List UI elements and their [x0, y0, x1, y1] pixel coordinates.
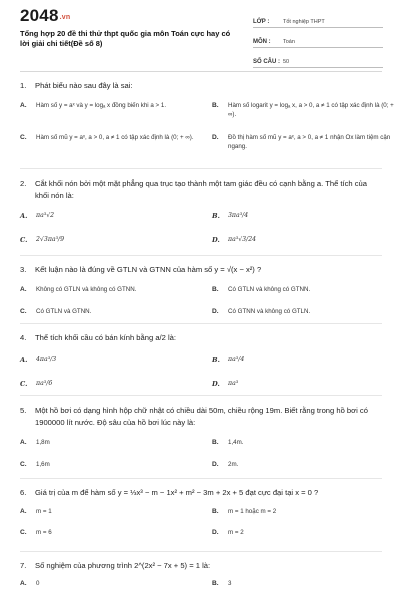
answer-options	[20, 98, 394, 154]
question-text: Số nghiệm của phương trình 2^(2x² − 7x + 5) = 1 là:	[35, 561, 211, 570]
option-b[interactable]: B. 1,4m.	[212, 439, 244, 446]
question-divider	[20, 551, 382, 552]
option-a[interactable]: A. m = 1	[20, 508, 52, 515]
question-number: 4.	[20, 333, 27, 342]
option-a[interactable]: A. 0	[20, 580, 40, 587]
question-text: Cắt khối nón bởi một mặt phẳng qua trục tạo thành một tam giác đều có cạnh bằng a. Thể tích của khối nón là:	[35, 179, 367, 200]
question-5	[20, 405, 382, 477]
meta-row-subject	[253, 31, 383, 48]
meta-label: LỚP :	[253, 19, 270, 25]
meta-label: MÔN :	[253, 39, 271, 45]
option-b[interactable]: B. 3πa³/4	[212, 212, 249, 220]
option-a[interactable]: A. Không có GTLN và không có GTNN.	[20, 286, 137, 293]
page-header	[0, 0, 400, 66]
question-divider	[20, 255, 382, 256]
question-stem	[20, 405, 382, 429]
question-number: 2.	[20, 179, 27, 188]
option-d[interactable]: D. πa³	[212, 380, 239, 388]
question-number: 6.	[20, 488, 27, 497]
document-meta	[253, 11, 383, 71]
answer-options	[20, 350, 382, 396]
question-stem	[20, 178, 382, 202]
site-logo[interactable]: $2048^{.vn}$	[20, 6, 71, 25]
option-b[interactable]: B. Có GTLN và không có GTNN.	[212, 286, 311, 293]
question-2	[20, 178, 382, 254]
option-b[interactable]: B. m = 1 hoặc m = 2	[212, 508, 277, 515]
question-divider	[20, 323, 382, 324]
option-a[interactable]: A. Hàm số y = aˣ và y = logₐ x đồng biến khi a > 1.	[20, 102, 167, 109]
question-text: Giá trị của m để hàm số y = ⅓x³ − m − 1x² + m² − 3m + 2x + 5 đạt cực đại tại x = 0 ?	[35, 488, 319, 497]
option-c[interactable]: C. m = 6	[20, 529, 52, 536]
answer-options	[20, 208, 382, 254]
question-number: 3.	[20, 265, 27, 274]
header-divider	[20, 71, 382, 72]
question-divider	[20, 395, 382, 396]
meta-row-count	[253, 51, 383, 68]
question-number: 1.	[20, 81, 27, 90]
document-title: Tổng hợp 20 đề thi thử thpt quốc gia môn Toán cực hay có lời giải chi tiết(Đề số 8)	[20, 29, 231, 48]
option-c[interactable]: C. 2√3πa³/9	[20, 236, 65, 244]
option-b[interactable]: B. 3	[212, 580, 232, 587]
question-text: Thể tích khối cầu có bán kính bằng a/2 là:	[35, 333, 176, 342]
option-d[interactable]: D. Có GTNN và không có GTLN.	[212, 308, 311, 315]
answer-options	[20, 435, 382, 477]
option-c[interactable]: C. Có GTLN và GTNN.	[20, 308, 92, 315]
question-text: Kết luận nào là đúng về GTLN và GTNN của hàm số y = √(x − x²) ?	[35, 265, 262, 274]
question-text: Một hồ bơi có dạng hình hộp chữ nhật có chiều dài 50m, chiều rộng 19m. Biết rằng trong hồ bơi có 1900000 lít nước. Độ sâu của hồ bơi lúc này là:	[35, 406, 368, 427]
meta-value: Toán	[283, 39, 295, 45]
question-number: 7.	[20, 561, 27, 570]
question-stem	[20, 264, 382, 276]
option-d[interactable]: D. Đồ thị hàm số mũ y = aˣ, a > 0, a ≠ 1 nhận Ox làm tiệm cận ngang.	[212, 134, 391, 150]
option-d[interactable]: D. 2m.	[212, 461, 239, 468]
option-c[interactable]: C. πa³/6	[20, 380, 53, 388]
answer-options	[20, 578, 382, 596]
question-stem	[20, 80, 382, 92]
question-stem	[20, 332, 382, 344]
question-text: Phát biểu nào sau đây là sai:	[35, 81, 133, 90]
question-1	[20, 80, 394, 154]
option-d[interactable]: D. m = 2	[212, 529, 244, 536]
question-6	[20, 487, 382, 547]
option-c[interactable]: C. Hàm số mũ y = aˣ, a > 0, a ≠ 1 có tập xác định là (0; + ∞).	[20, 134, 194, 141]
question-divider	[20, 168, 382, 169]
option-d[interactable]: D. πa³√3/24	[212, 236, 257, 244]
meta-label: SỐ CÂU :	[253, 59, 280, 65]
option-a[interactable]: A. 4πa³/3	[20, 356, 57, 364]
question-3	[20, 264, 382, 326]
question-stem	[20, 487, 382, 499]
meta-row-class	[253, 11, 383, 28]
question-divider	[20, 478, 382, 479]
option-c[interactable]: C. 1,6m	[20, 461, 50, 468]
meta-value: 50	[283, 59, 290, 65]
option-b[interactable]: B. πa³/4	[212, 356, 245, 364]
question-number: 5.	[20, 406, 27, 415]
meta-value: Tốt nghiệp THPT	[283, 19, 325, 25]
option-b[interactable]: B. Hàm số logarit y = logₐ x, a > 0, a ≠ 1 có tập xác định là (0; + ∞).	[212, 102, 394, 118]
answer-options	[20, 505, 382, 547]
option-a[interactable]: A. 1,8m	[20, 439, 50, 446]
question-stem	[20, 560, 382, 572]
question-4	[20, 332, 382, 396]
question-7	[20, 560, 382, 596]
option-a[interactable]: A. πa³√2	[20, 212, 55, 220]
answer-options	[20, 282, 382, 326]
